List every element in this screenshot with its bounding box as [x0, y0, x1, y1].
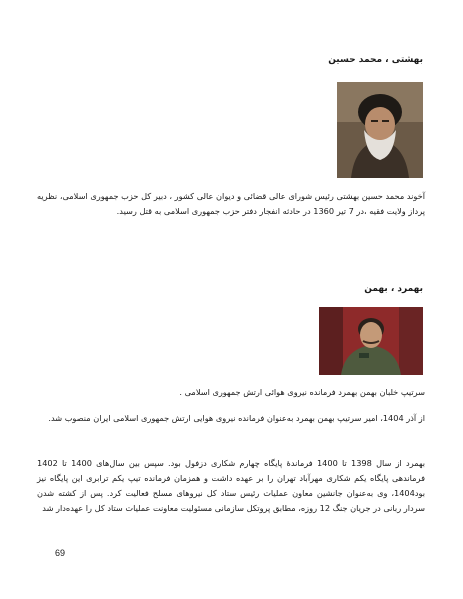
portrait-photo-behmard [319, 307, 423, 375]
portrait-beheshti-illustration [337, 82, 423, 178]
entry-heading-behmard: بهمرد ، بهمن [364, 284, 423, 294]
entry-heading-beheshti: بهشتی ، محمد حسین [328, 55, 423, 65]
portrait-photo-beheshti [337, 82, 423, 178]
entry-paragraph-behmard-2: از آذر 1404، امیر سرتیپ بهمن بهمرد به‌عنوان فرمانده نیروی هوایی ارتش جمهوری اسلامی ایران منصوب شد. [48, 413, 425, 423]
entry-paragraph-behmard-3: بهمرد از سال 1398 تا 1400 فرماندهٔ پایگاه چهارم شکاری دزفول بود. سپس بین سال‌های 1400 تا 1402 فرماندهی پایگاه یکم شکاری مهرآباد تهران را بر عهده داشت و همزمان فرمانده تیپ یکم ترابری این پایگاه نیز بود1404، وی به‌عنوان جانشین معاون عملیات رئیس ستاد کل نیروهای مسلح فعالیت کرد. پس از کشته شدن سردار ربانی در جریان جنگ 12 روزه، مطابق پروتکل سازمانی مسئولیت معاونت عملیات ستاد کل را عهده‌دار شد [37, 458, 425, 513]
entry-paragraph-beheshti-1: آخوند محمد حسین بهشتی رئیس شورای عالی قضائی و دیوان عالی کشور ، دبیر کل حزب جمهوری اسلامی، نظریه پرداز ولایت فقیه ،در 7 تیر 1360 در حادثه انفجار دفتر حزب جمهوری اسلامی به قتل رسید. [37, 191, 425, 216]
entry-paragraph-behmard-1: سرتیپ خلبان بهمن بهمرد فرمانده نیروی هوائی ارتش جمهوری اسلامی . [179, 387, 425, 397]
page-number: 69 [55, 548, 66, 558]
portrait-behmard-illustration [319, 307, 423, 375]
